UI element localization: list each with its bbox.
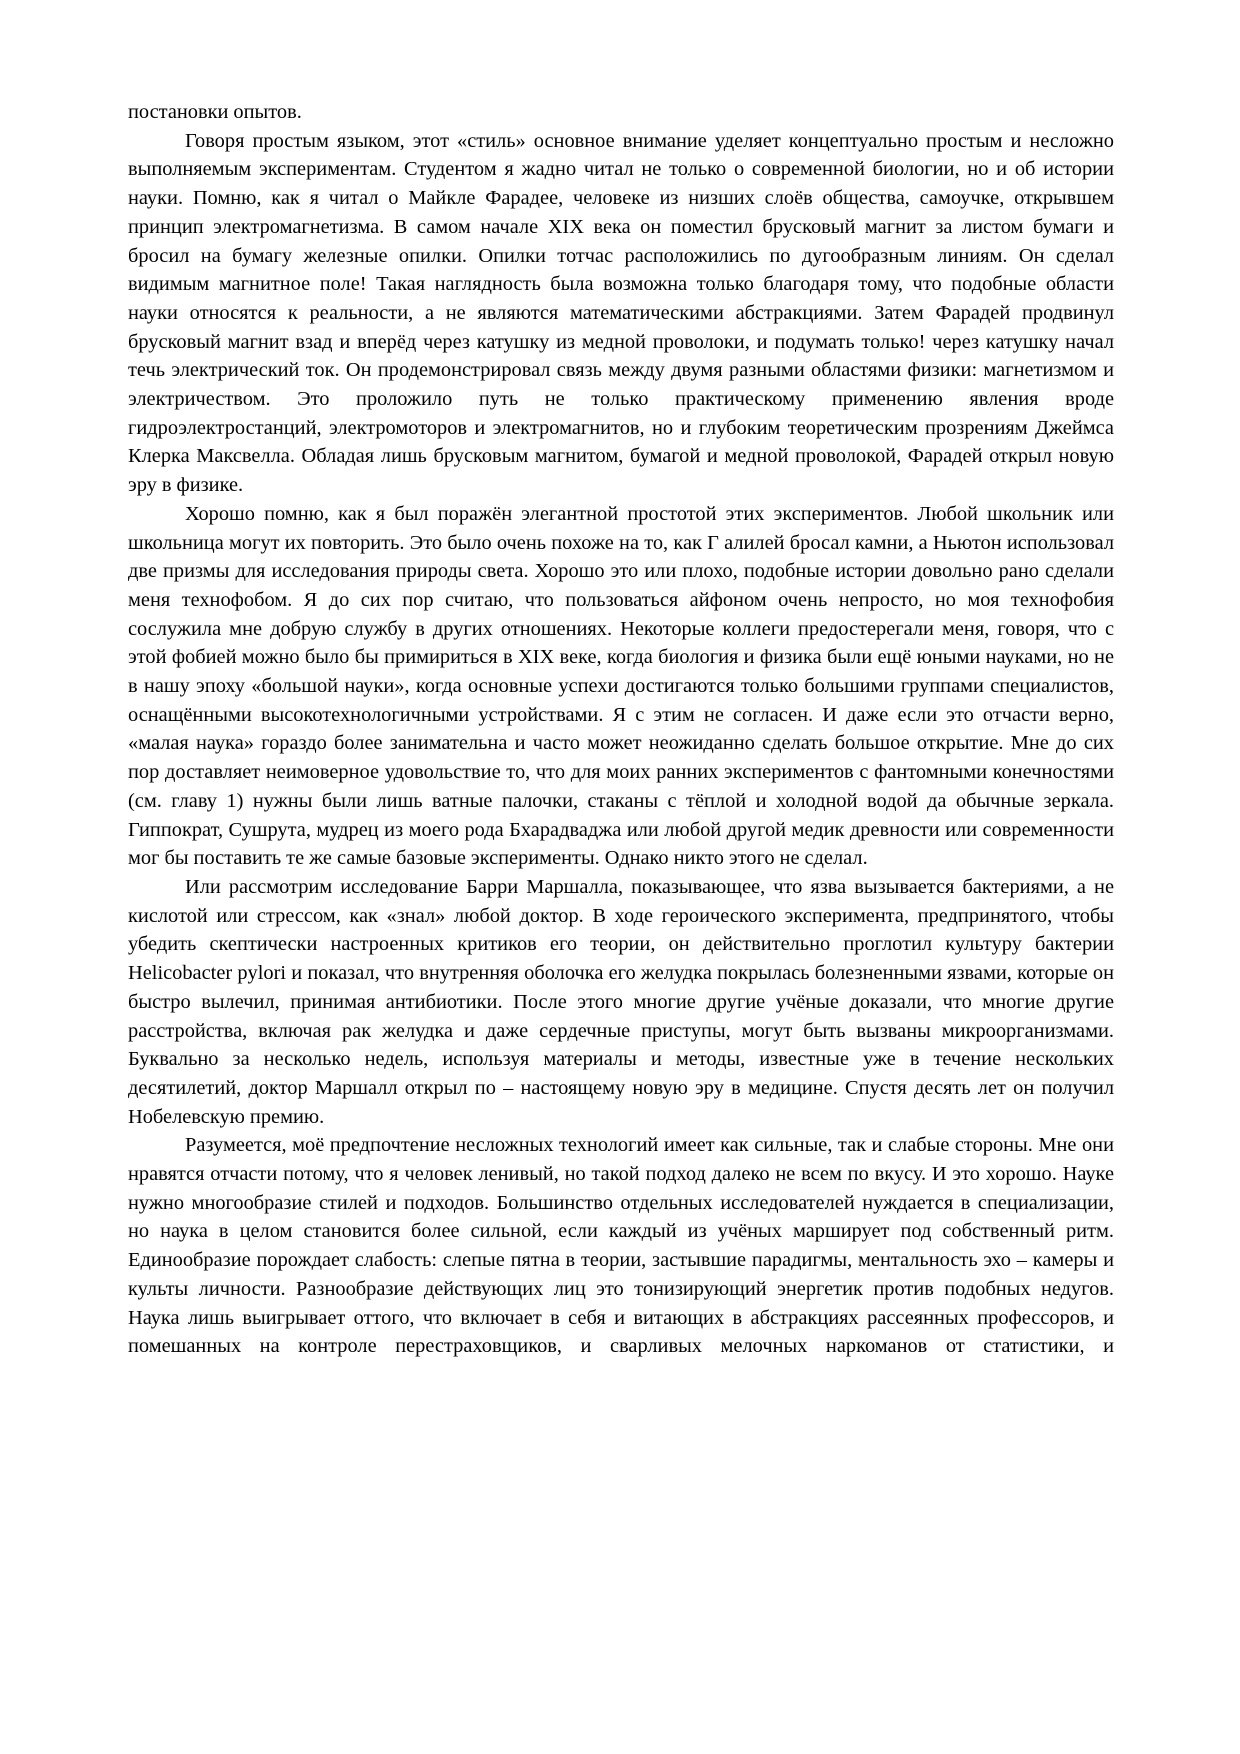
paragraph-faraday: Говоря простым языком, этот «стиль» основное внимание уделяет концептуально простым и несложно выполняемым экспериментам. Студентом я жадно читал не только о современной биологии, но и об истории науки. Помню, как я читал о Майкле Фарадее, человеке из низших слоёв общества, самоучке, открывшем принцип электромагнетизма. В самом начале XIX века он поместил брусковый магнит за листом бумаги и бросил на бумагу железные опилки. Опилки тотчас расположились по дугообразным линиям. Он сделал видимым магнитное поле! Такая наглядность была возможна только благодаря тому, что подобные области науки относятся к реальности, а не являются математическими абстракциями. Затем Фарадей продвинул брусковый магнит взад и вперёд через катушку из медной проволоки, и подумать только! через катушку начал течь электрический ток. Он продемонстрировал связь между двумя разными областями физики: магнетизмом и электричеством. Это проложило путь не только практическому применению явления вроде гидроэлектростанций, электромоторов и электромагнитов, но и глубоким теоретическим прозрениям Джеймса Клерка Максвелла. Обладая лишь брусковым магнитом, бумагой и медной проволокой, Фарадей открыл новую эру в физике. [128, 129, 1114, 497]
paragraph-continued-top: постановки опытов. [128, 101, 302, 123]
body-text-column [128, 98, 1114, 1361]
paragraph-diversity: Разумеется, моё предпочтение несложных технологий имеет как сильные, так и слабые стороны. Мне они нравятся отчасти потому, что я человек ленивый, но такой подход далеко не всем по вкусу. И это хорошо. Науке нужно многообразие стилей и подходов. Большинство отдельных исследователей нуждается в специализации, но наука в целом становится более сильной, если каждый из учёных марширует под собственный ритм. Единообразие порождает слабость: слепые пятна в теории, застывшие парадигмы, ментальность эхо – камеры и культы личности. Разнообразие действующих лиц это тонизирующий энергетик против подобных недугов. Наука лишь выигрывает оттого, что включает в себя и витающих в абстракциях рассеянных профессоров, и помешанных на контроле перестраховщиков, и сварливых мелочных наркоманов от статистики, и [128, 1134, 1114, 1358]
paragraph-marshall: Или рассмотрим исследование Барри Маршалла, показывающее, что язва вызывается бактериями, а не кислотой или стрессом, как «знал» любой доктор. В ходе героического эксперимента, предпринятого, чтобы убедить скептически настроенных критиков его теории, он действительно проглотил культуру бактерии Helicobacter pylori и показал, что внутренняя оболочка его желудка покрылась болезненными язвами, которые он быстро вылечил, принимая антибиотики. После этого многие другие учёные доказали, что многие другие расстройства, включая рак желудка и даже сердечные приступы, могут быть вызваны микроорганизмами. Буквально за несколько недель, используя материалы и методы, известные уже в течение нескольких десятилетий, доктор Маршалл открыл по – настоящему новую эру в медицине. Спустя десять лет он получил Нобелевскую премию. [128, 875, 1114, 1128]
paragraph-simplicity: Хорошо помню, как я был поражён элегантной простотой этих экспериментов. Любой школьник или школьница могут их повторить. Это было очень похоже на то, как Г алилей бросал камни, а Ньютон использовал две призмы для исследования природы света. Хорошо это или плохо, подобные истории довольно рано сделали меня технофобом. Я до сих пор считаю, что пользоваться айфоном очень непросто, но моя технофобия сослужила мне добрую службу в других отношениях. Некоторые коллеги предостерегали меня, говоря, что с этой фобией можно было бы примириться в XIX веке, когда биология и физика были ещё юными науками, но не в нашу эпоху «большой науки», когда основные успехи достигаются только большими группами специалистов, оснащёнными высокотехнологичными устройствами. Я с этим не согласен. И даже если это отчасти верно, «малая наука» гораздо более занимательна и часто может неожиданно сделать большое открытие. Мне до сих пор доставляет неимоверное удовольствие то, что для моих ранних экспериментов с фантомными конечностями (см. главу 1) нужны были лишь ватные палочки, стаканы с тёплой и холодной водой да обычные зеркала. Гиппократ, Сушрута, мудрец из моего рода Бхарадваджа или любой другой медик древности или современности мог бы поставить те же самые базовые эксперименты. Однако никто этого не сделал. [128, 502, 1114, 870]
